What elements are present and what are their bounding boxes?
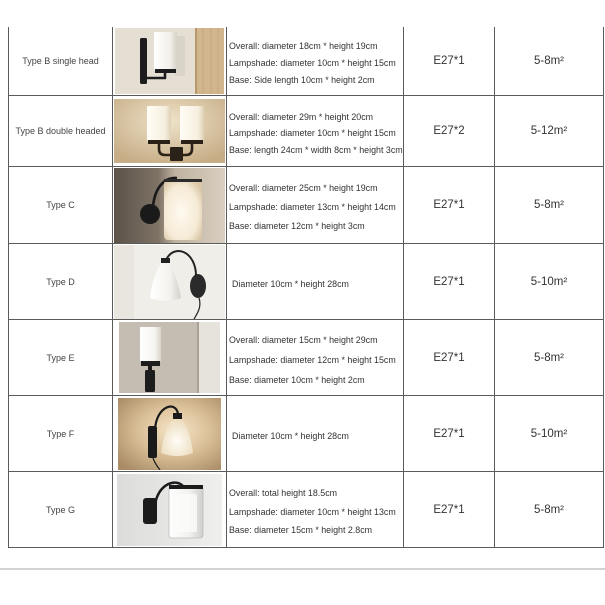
table-row <box>9 396 604 472</box>
lamp-photo <box>115 28 224 94</box>
bulb-cell <box>404 396 495 472</box>
bulb-spec: E27*1 <box>433 503 465 516</box>
area-spec: 5-12m² <box>530 125 568 137</box>
spec-line: Lampshade: diameter 13cm * height 14cm <box>229 202 396 212</box>
table-row <box>9 167 604 244</box>
area-cell <box>495 96 604 167</box>
spec-line: Diameter 10cm * height 28cm <box>232 431 349 441</box>
bulb-spec: E27*1 <box>433 427 465 440</box>
type-label: Type E <box>46 352 75 363</box>
area-cell <box>495 244 604 320</box>
spec-lines <box>227 33 403 89</box>
area-cell <box>495 27 604 96</box>
spec-line: Base: diameter 12cm * height 3cm <box>229 221 365 231</box>
spec-line: Lampshade: diameter 10cm * height 13cm <box>229 506 396 517</box>
lamp-photo <box>114 168 225 243</box>
spec-cell <box>227 472 404 548</box>
type-cell <box>9 27 113 96</box>
lamp-photo <box>117 474 222 546</box>
area-spec: 5-10m² <box>530 427 568 440</box>
type-cell <box>9 244 113 320</box>
spec-line: Base: Side length 10cm * height 2cm <box>229 75 375 85</box>
spec-lines <box>227 325 403 390</box>
area-cell <box>495 167 604 244</box>
spec-lines <box>227 479 403 540</box>
type-label: Type D <box>46 276 75 287</box>
spec-cell <box>227 396 404 472</box>
area-cell <box>495 320 604 396</box>
lamp-photo-cell <box>113 27 227 96</box>
type-cell <box>9 472 113 548</box>
spec-line: Lampshade: diameter 12cm * height 15cm <box>229 355 396 365</box>
spec-line: Overall: diameter 29m * height 20cm <box>229 111 374 122</box>
spec-cell <box>227 167 404 244</box>
spec-table <box>8 27 604 548</box>
table-row <box>9 96 604 167</box>
bulb-cell <box>404 27 495 96</box>
spec-line: Diameter 10cm * height 28cm <box>232 279 349 289</box>
type-cell <box>9 96 113 167</box>
photo-background <box>119 322 220 393</box>
spec-lines <box>227 270 403 293</box>
spec-line: Overall: total height 18.5cm <box>229 488 338 499</box>
bulb-spec: E27*1 <box>433 275 465 288</box>
spec-cell <box>227 27 404 96</box>
spec-line: Overall: diameter 15cm * height 29cm <box>229 335 378 345</box>
lamp-photo-cell <box>113 320 227 396</box>
spec-line: Base: diameter 15cm * height 2.8cm <box>229 525 373 536</box>
spec-line: Base: length 24cm * width 8cm * height 3cm <box>229 144 403 155</box>
spec-lines <box>227 422 403 445</box>
type-cell <box>9 167 113 244</box>
bulb-cell <box>404 96 495 167</box>
spec-lines <box>227 174 403 236</box>
type-cell <box>9 396 113 472</box>
spec-lines <box>227 104 403 159</box>
type-label: Type B double headed <box>15 126 106 136</box>
bulb-spec: E27*2 <box>433 125 465 137</box>
lamp-photo-cell <box>113 96 227 167</box>
table-row <box>9 320 604 396</box>
type-label: Type F <box>46 428 75 439</box>
lamp-photo-cell <box>113 472 227 548</box>
bulb-spec: E27*1 <box>433 351 465 364</box>
lamp-photo <box>119 322 220 393</box>
lamp-photo <box>114 99 225 163</box>
area-cell <box>495 472 604 548</box>
type-label: Type B single head <box>22 56 99 66</box>
spec-line: Overall: diameter 25cm * height 19cm <box>229 183 378 193</box>
lamp-photo-cell <box>113 396 227 472</box>
bulb-spec: E27*1 <box>433 55 465 67</box>
area-spec: 5-10m² <box>530 275 568 288</box>
table-row <box>9 244 604 320</box>
spec-cell <box>227 244 404 320</box>
bulb-spec: E27*1 <box>433 199 465 211</box>
spec-line: Lampshade: diameter 10cm * height 15cm <box>229 128 396 139</box>
area-spec: 5-8m² <box>533 351 565 364</box>
page-divider <box>0 568 605 570</box>
lamp-photo <box>114 245 225 319</box>
spec-cell <box>227 96 404 167</box>
bulb-cell <box>404 167 495 244</box>
type-label: Type C <box>46 200 75 210</box>
table-row <box>9 27 604 96</box>
type-label: Type G <box>45 504 75 515</box>
bulb-cell <box>404 472 495 548</box>
bulb-cell <box>404 320 495 396</box>
area-spec: 5-8m² <box>533 199 565 211</box>
type-cell <box>9 320 113 396</box>
bulb-cell <box>404 244 495 320</box>
spec-cell <box>227 320 404 396</box>
area-spec: 5-8m² <box>533 503 565 516</box>
lamp-photo-cell <box>113 167 227 244</box>
table-row <box>9 472 604 548</box>
lamp-photo <box>118 398 221 470</box>
spec-line: Base: diameter 10cm * height 2cm <box>229 375 365 385</box>
spec-line: Overall: diameter 18cm * height 19cm <box>229 41 378 51</box>
lamp-photo-cell <box>113 244 227 320</box>
spec-line: Lampshade: diameter 10cm * height 15cm <box>229 58 396 68</box>
area-spec: 5-8m² <box>533 55 565 67</box>
area-cell <box>495 396 604 472</box>
